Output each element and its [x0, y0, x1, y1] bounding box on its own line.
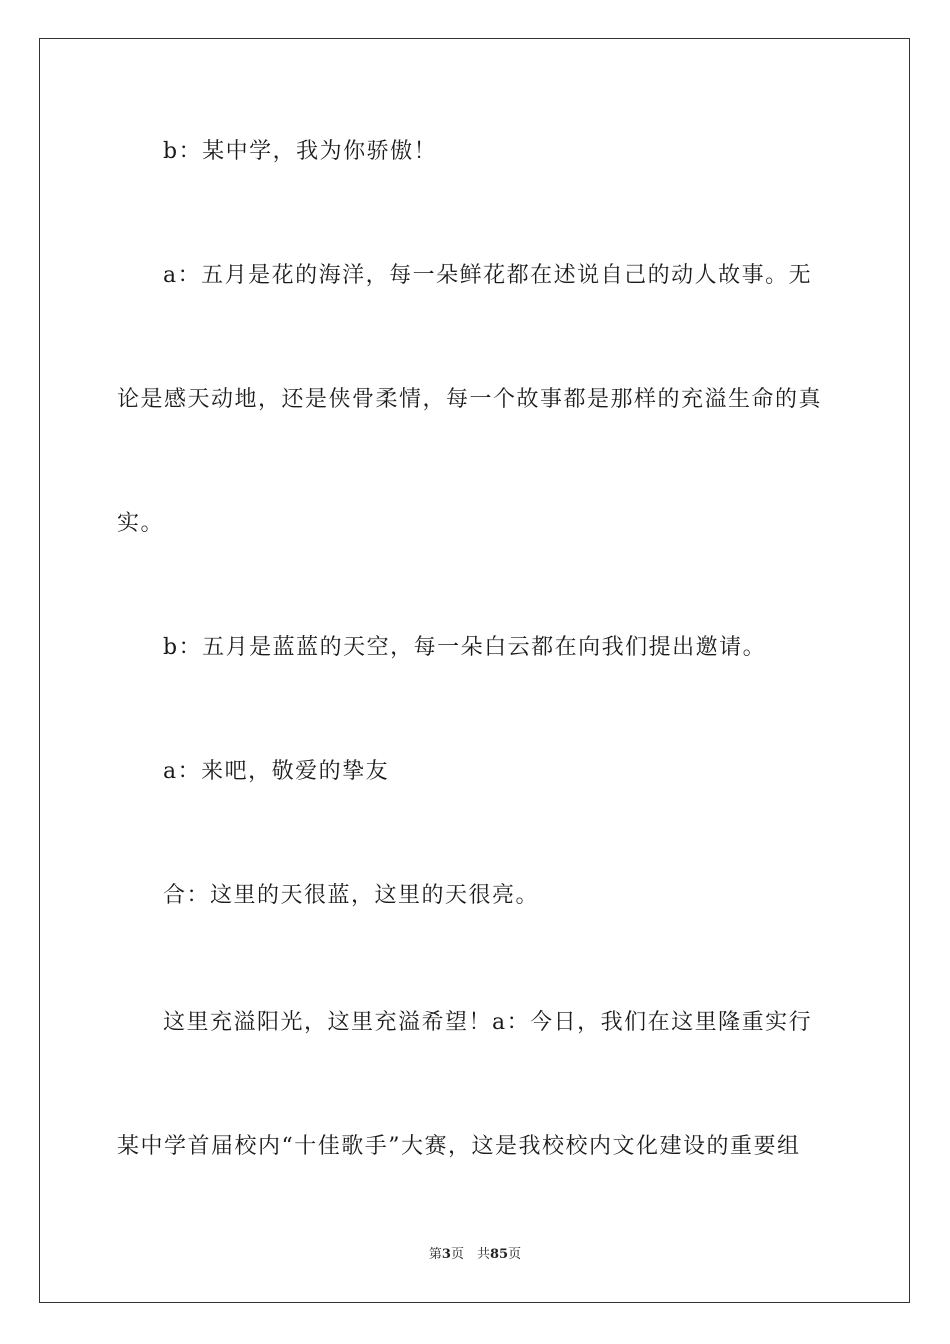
footer-total-pages: 85: [489, 1247, 509, 1262]
text-line: a：五月是花的海洋，每一朵鲜花都在述说自己的动人故事。无: [163, 263, 813, 288]
footer-page-number: 3: [441, 1247, 451, 1262]
footer-mid: 页 共: [450, 1247, 490, 1262]
footer-suffix: 页: [508, 1247, 522, 1262]
text-line: 某中学首届校内“十佳歌手”大赛，这是我校校内文化建设的重要组: [117, 1134, 801, 1159]
page-border: [39, 38, 910, 1303]
text-line: b：五月是蓝蓝的天空，每一朵白云都在向我们提出邀请。: [163, 635, 767, 660]
text-line: 合：这里的天很蓝，这里的天很亮。: [163, 883, 540, 908]
text-line: a：来吧，敬爱的挚友: [163, 759, 390, 784]
footer-prefix: 第: [428, 1247, 442, 1262]
text-line: 实。: [117, 511, 165, 536]
text-line: b：某中学，我为你骄傲！: [163, 139, 438, 164]
text-line: 论是感天动地，还是侠骨柔情，每一个故事都是那样的充溢生命的真: [117, 387, 823, 412]
text-line: 这里充溢阳光，这里充溢希望！a：今日，我们在这里隆重实行: [163, 1010, 813, 1035]
page-footer: [0, 1245, 950, 1265]
